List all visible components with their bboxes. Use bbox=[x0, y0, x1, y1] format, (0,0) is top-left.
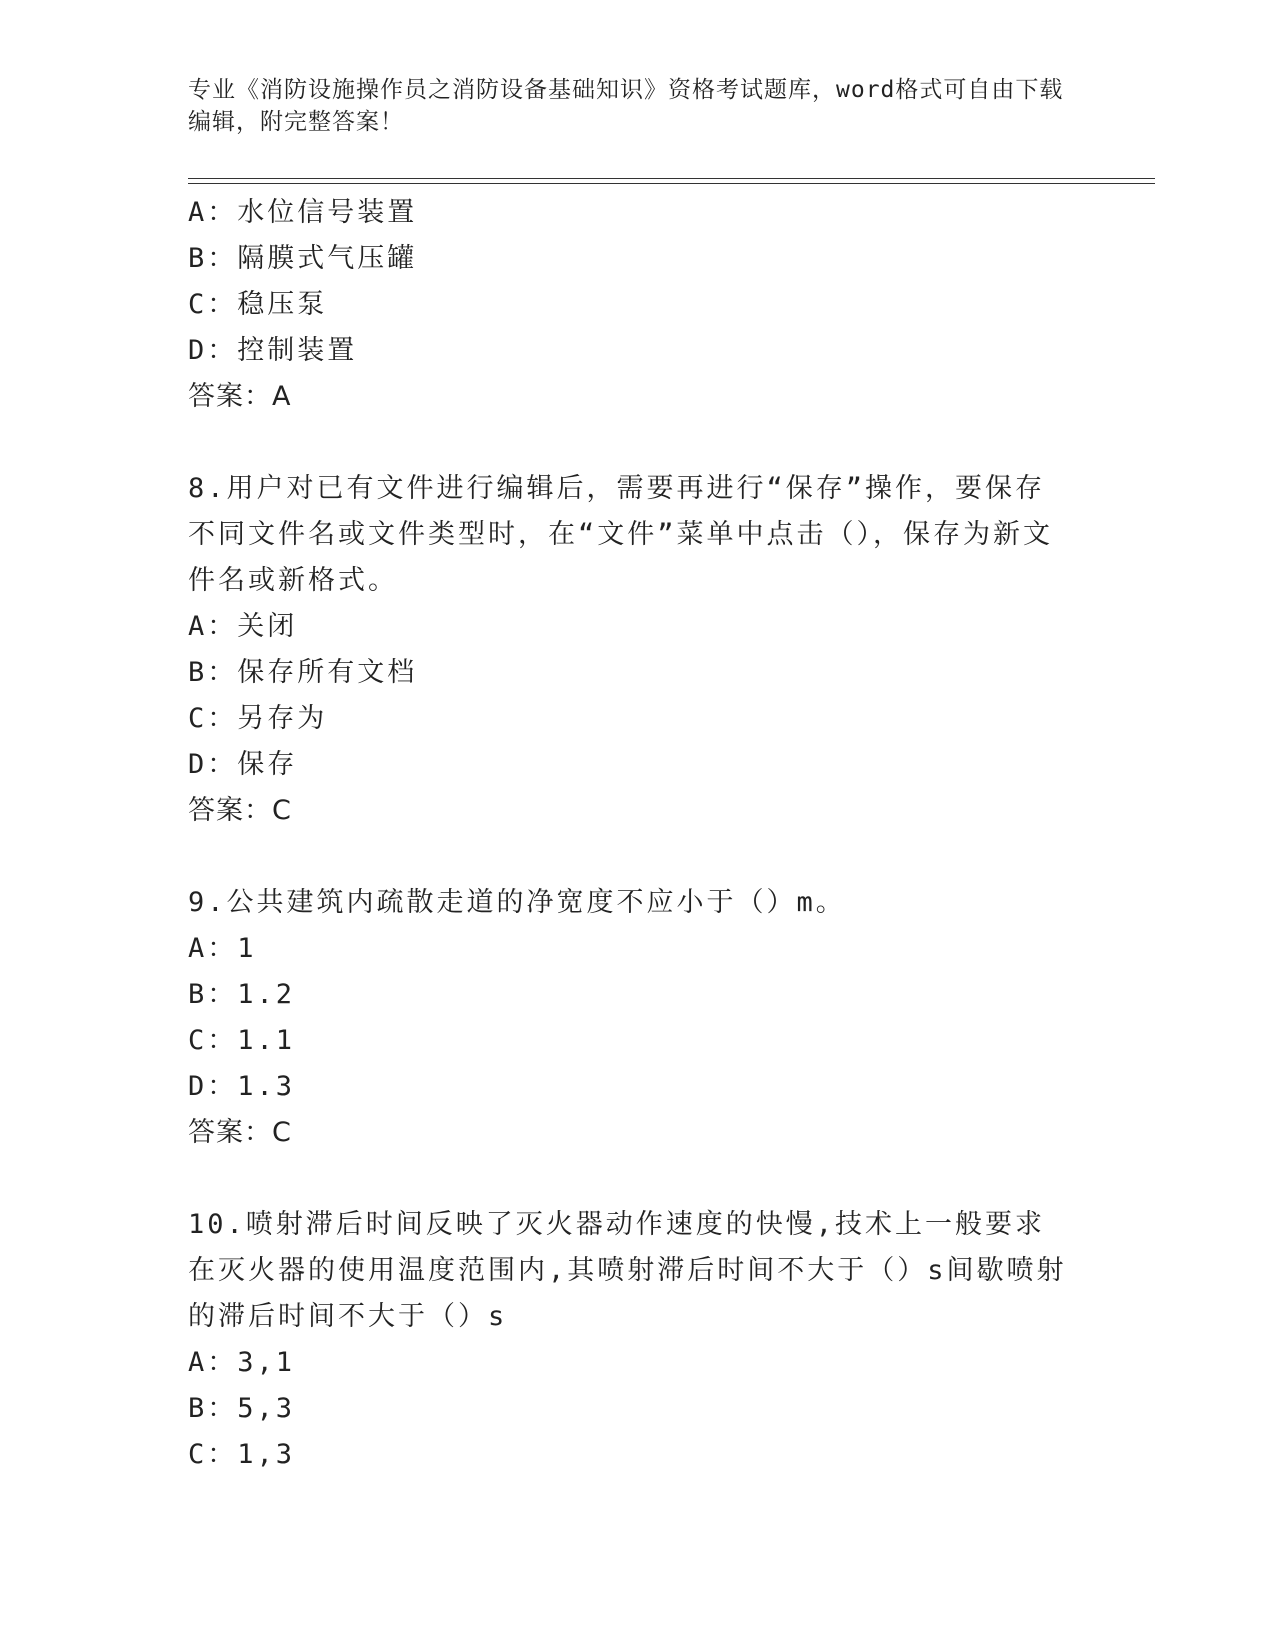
question-list bbox=[188, 190, 1068, 1478]
option-c: C：1.1 bbox=[188, 1025, 296, 1056]
header-rule-top bbox=[188, 178, 1155, 179]
answer-line: 答案：C bbox=[188, 1117, 292, 1148]
answer-line: 答案：A bbox=[188, 381, 292, 412]
option-a: A：3,1 bbox=[188, 1347, 296, 1378]
option-b: B：5,3 bbox=[188, 1393, 296, 1424]
option-b: B：1.2 bbox=[188, 979, 296, 1010]
option-d: D：控制装置 bbox=[188, 335, 358, 366]
answer-line: 答案：C bbox=[188, 795, 292, 826]
question-text: 8.用户对已有文件进行编辑后，需要再进行“保存”操作，要保存不同文件名或文件类型时，在“文件”菜单中点击（），保存为新文件名或新格式。 bbox=[188, 473, 1054, 596]
option-c: C：1,3 bbox=[188, 1439, 296, 1470]
option-b: B：保存所有文档 bbox=[188, 657, 418, 688]
option-b: B：隔膜式气压罐 bbox=[188, 243, 418, 274]
option-c: C：稳压泵 bbox=[188, 289, 328, 320]
option-a: A：水位信号装置 bbox=[188, 197, 418, 228]
question-text: 9.公共建筑内疏散走道的净宽度不应小于（）m。 bbox=[188, 887, 846, 918]
question-text: 10.喷射滞后时间反映了灭火器动作速度的快慢,技术上一般要求在灭火器的使用温度范围内,其喷射滞后时间不大于（）s间歇喷射的滞后时间不大于（）s bbox=[188, 1209, 1067, 1332]
option-d: D：保存 bbox=[188, 749, 298, 780]
document-header: 专业《消防设施操作员之消防设备基础知识》资格考试题库，word格式可自由下载编辑，附完整答案！ bbox=[188, 77, 1064, 135]
option-d: D：1.3 bbox=[188, 1071, 296, 1102]
question-block-8 bbox=[188, 466, 1068, 834]
question-block-10 bbox=[188, 1202, 1068, 1478]
option-c: C：另存为 bbox=[188, 703, 328, 734]
question-block-9 bbox=[188, 880, 1068, 1156]
option-a: A：关闭 bbox=[188, 611, 298, 642]
header-rule-bottom bbox=[188, 183, 1155, 184]
question-block-7 bbox=[188, 190, 1068, 420]
option-a: A：1 bbox=[188, 933, 257, 964]
